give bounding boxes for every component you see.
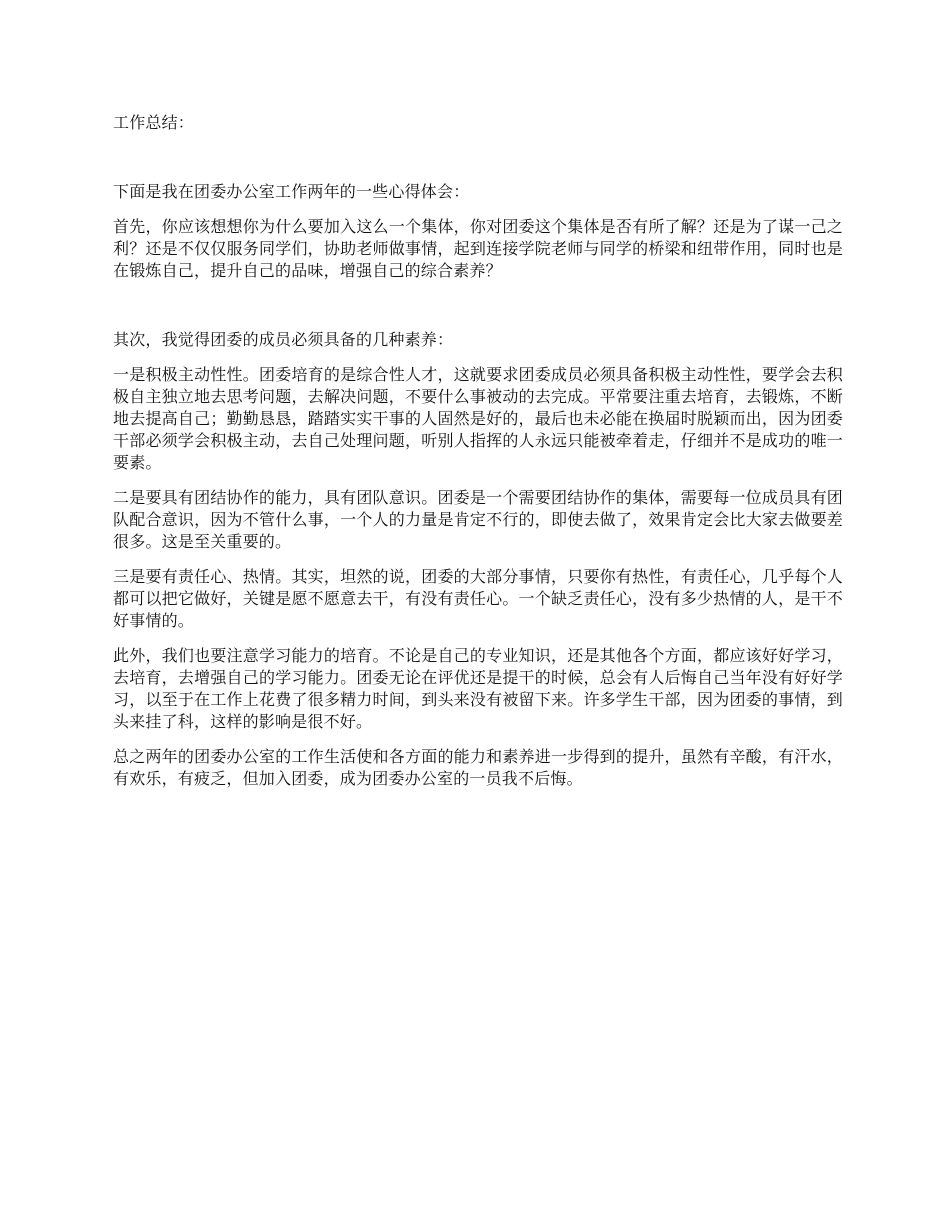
intro-paragraph: 下面是我在团委办公室工作两年的一些心得体会： — [113, 182, 470, 201]
point-paragraph-2: 二是要具有团结协作的能力，具有团队意识。团委是一个需要团结协作的集体，需要每一位成员具有团队配合意识，因为不管什么事，一个人的力量是肯定不行的，即使去做了，效果肯定会比大家去做要差很多。这是至关重要的。 — [113, 488, 843, 551]
conclusion-paragraph: 总之两年的团委办公室的工作生活使和各方面的能力和素养进一步得到的提升，虽然有辛酸，有汗水，有欢乐，有疲乏，但加入团委，成为团委办公室的一员我不后悔。 — [113, 747, 843, 788]
point-paragraph-1: 一是积极主动性性。团委培育的是综合性人才，这就要求团委成员必须具备积极主动性性，要学会去积极自主独立地去思考问题，去解决问题，不要什么事被动的去完成。平常要注重去培育，去锻炼，不断地去提高自己；勤勤恳恳，踏踏实实干事的人固然是好的，最后也未必能在换届时脱颖而出，因为团委干部必须学会积极主动，去自己处理问题，听别人指挥的人永远只能被牵着走，仔细并不是成功的唯一要素。 — [113, 365, 843, 472]
point-paragraph-3: 三是要有责任心、热情。其实，坦然的说，团委的大部分事情，只要你有热性，有责任心，几乎每个人都可以把它做好，关键是愿不愿意去干，有没有责任心。一个缺乏责任心，没有多少热情的人，是干不好事情的。 — [113, 567, 843, 630]
point-paragraph-4: 此外，我们也要注意学习能力的培育。不论是自己的专业知识，还是其他各个方面，都应该好好学习，去培育，去增强自己的学习能力。团委无论在评优还是提干的时候，总会有人后悔自己当年没有好好学习，以至于在工作上花费了很多精力时间，到头来没有被留下来。许多学生干部，因为团委的事情，到头来挂了科，这样的影响是很不好。 — [113, 646, 843, 731]
first-paragraph: 首先，你应该想想你为什么要加入这么一个集体，你对团委这个集体是否有所了解？还是为了谋一己之利？还是不仅仅服务同学们，协助老师做事情，起到连接学院老师与同学的桥梁和纽带作用，同时也是在锻炼自己，提升自己的品味，增强自己的综合素养？ — [113, 217, 843, 280]
second-heading-paragraph: 其次，我觉得团委的成员必须具备的几种素养： — [113, 330, 454, 349]
document-title: 工作总结： — [113, 113, 195, 132]
document-page — [113, 112, 843, 803]
